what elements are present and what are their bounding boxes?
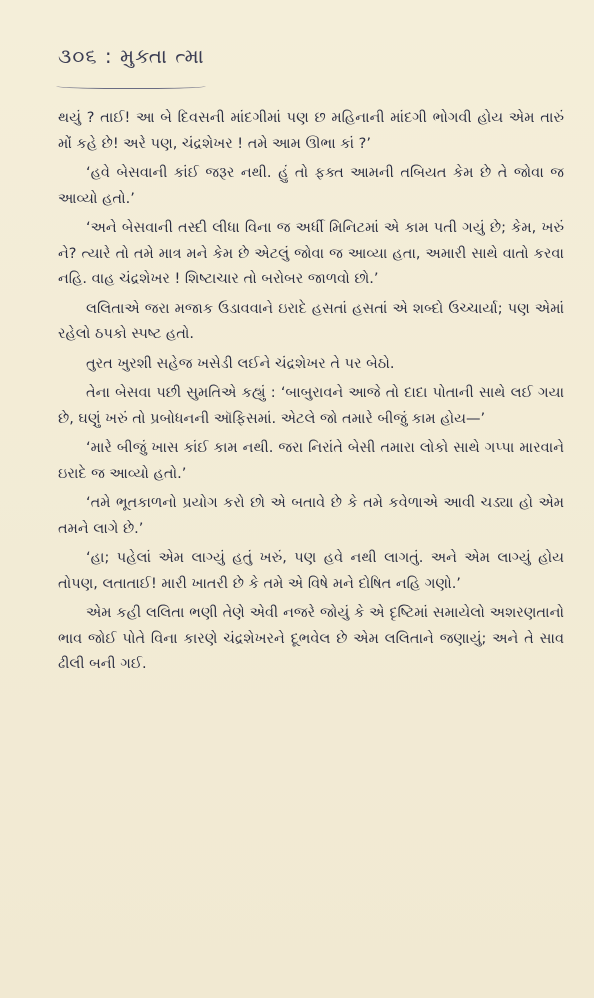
paragraph: થયું ? તાઈ! આ બે દિવસની માંદગીમાં પણ છ મહિનાની માંદગી ભોગવી હોય એમ તારું મોં કહે છે! અરે પણ, ચંદ્રશેખર ! તમે આમ ઊભા કાં ?’ xyxy=(58,110,564,152)
paragraph: તુરત ખુરશી સહેજ ખસેડી લઈને ચંદ્રશેખર તે પર બેઠો. xyxy=(86,355,395,372)
header-flourish xyxy=(56,82,206,89)
paragraph: તેના બેસવા પછી સુમતિએ કહ્યું : ‘બાબુરાવને આજે તો દાદા પોતાની સાથે લઈ ગયા છે, ઘણું ખરું તો પ્રબોધનની ઑફિસમાં. એટલે જો તમારે બીજું કામ હોય—’ xyxy=(58,385,564,427)
paragraph: ‘હવે બેસવાની કાંઈ જરૂર નથી. હું તો ફક્ત આમની તબિયત કેમ છે તે જોવા જ આવ્યો હતો.’ xyxy=(58,165,564,207)
paragraph: ‘તમે ભૂતકાળનો પ્રયોગ કરો છો એ બતાવે છે કે તમે કવેળાએ આવી ચડ્યા હો એમ તમને લાગે છે.’ xyxy=(58,495,564,537)
paragraph: ‘અને બેસવાની તસ્દી લીધા વિના જ અર્ધી મિનિટમાં એ કામ પતી ગયું છે; કેમ, ખરું ને? ત્યારે તો તમે માત્ર મને કેમ છે એટલું જોવા જ આવ્યા હતા, અમારી સાથે વાતો કરવા નહિ. વાહ ચંદ્રશેખર ! શિષ્ટાચાર તો બરોબર જાળવો છો.’ xyxy=(58,220,564,287)
running-header: ૩૦૬ : મુક્તા ત્મા xyxy=(58,44,205,68)
paragraph: લલિતાએ જરા મજાક ઉડાવવાને ઇરાદે હસતાં હસતાં એ શબ્દો ઉચ્ચાર્યા; પણ એમાં રહેલો ઠપકો સ્પષ્ટ હતો. xyxy=(58,300,564,342)
page-body xyxy=(58,106,564,682)
paragraph: એમ કહી લલિતા ભણી તેણે એવી નજરે જોયું કે એ દૃષ્ટિમાં સમાયેલો અશરણતાનો ભાવ જોઈ પોતે વિના કારણે ચંદ્રશેખરને દૂભવેલ છે એમ લલિતાને જણાયું; અને તે સાવ ઢીલી બની ગઈ. xyxy=(58,605,564,672)
paragraph: ‘હા; પહેલાં એમ લાગ્યું હતું ખરું, પણ હવે નથી લાગતું. અને એમ લાગ્યું હોય તોપણ, લતાતાઈ! મારી ખાતરી છે કે તમે એ વિષે મને દોષિત નહિ ગણો.’ xyxy=(58,550,564,592)
paragraph: ‘મારે બીજું ખાસ કાંઈ કામ નથી. જરા નિરાંતે બેસી તમારા લોકો સાથે ગપ્પા મારવાને ઇરાદે જ આવ્યો હતો.’ xyxy=(58,440,564,482)
